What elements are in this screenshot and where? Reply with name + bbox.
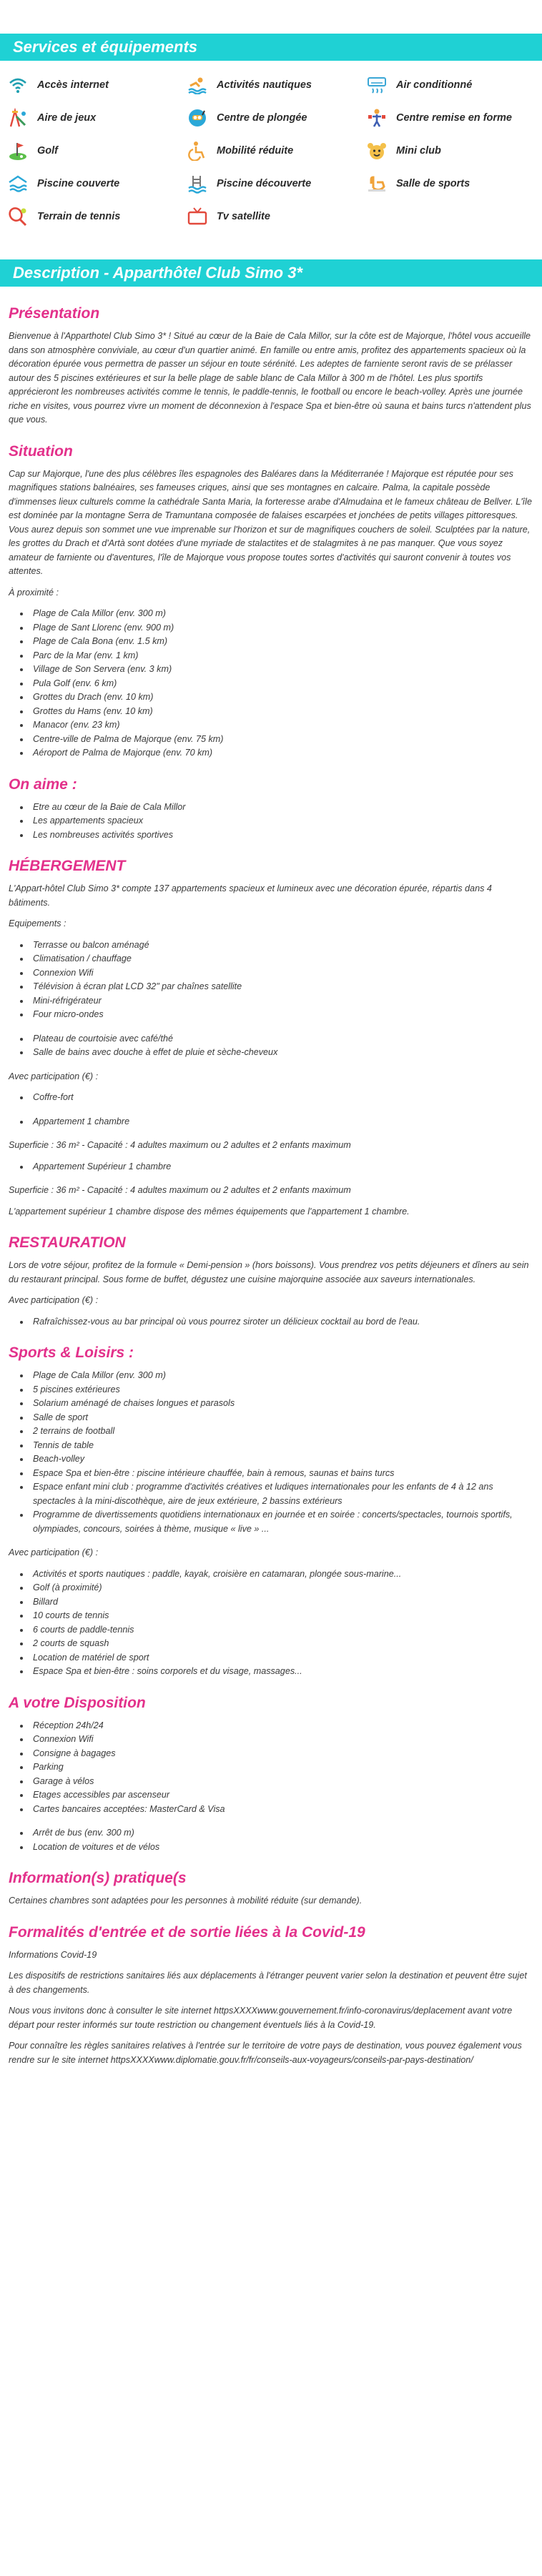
- sports-paid-list: [9, 1567, 533, 1679]
- covid-paragraph-1: Les dispositifs de restrictions sanitaires liés aux déplacements à l'étranger peuvent varier selon la destination et peuvent être sujet à des changements.: [9, 1971, 527, 1995]
- list-item: • Plage de Cala Bona (env. 1.5 km): [30, 635, 533, 649]
- covid-heading: Formalités d'entrée et de sortie liées à la Covid-19: [9, 1923, 365, 1941]
- list-item: • Rafraîchissez-vous au bar principal où vous pourrez siroter un délicieux cocktail au bord de l'eau.: [30, 1315, 533, 1329]
- apartment-2-note: L'appartement supérieur 1 chambre dispose des mêmes équipements que l'appartement 1 chambre.: [9, 1206, 410, 1217]
- situation-text: Cap sur Majorque, l'une des plus célèbres îles espagnoles des Baléares dans la Méditerranée ! Majorque est réputée pour ses magnifiques stations balnéaires, ses fameuses criques, ainsi que ses montagnes en calcaire. Palma, la capitale possède d'immenses lieux culturels comme la cathédrale Santa Maria, la forteresse arabe d'Almudaina et le fameux château de Bellver. L'île est dominée par la montagne Serra de Tramuntana composée de falaises escarpées et jonchées de petits villages pittoresques. Vous aurez depuis son sommet une vue imprenable sur l'horizon et sur de magnifiques couchers de soleil. Sculptées par la nature, les grottes du Drach et d'Artà sont dotées d'une myriade de stalactites et de stalagmites à ne pas manquer. Que vous soyez amateur de farniente ou d'aventures, l'île de Majorque vous propose toutes sortes d'activités qui sauront convenir à toutes vos attentes.: [9, 468, 532, 576]
- outdoor-pool-icon: [187, 173, 208, 194]
- list-item: • Programme de divertissements quotidiens internationaux en journée et en soirée : concerts/spectacles, tournois sportifs, olympiades, concours, soirées à thème, musique « live » ...: [30, 1508, 533, 1536]
- apartment-2-list: [9, 1160, 533, 1174]
- list-item: • Espace Spa et bien-être : soins corporels et du visage, massages...: [30, 1665, 533, 1679]
- service-label: Tv satellite: [217, 211, 270, 222]
- service-label: Centre de plongée: [217, 112, 307, 124]
- sports-hall-icon: [366, 173, 388, 194]
- service-label: Terrain de tennis: [37, 211, 121, 222]
- restaurant-text: Lors de votre séjour, profitez de la formule « Demi-pension » (hors boissons). Vous prendrez vos petits déjeuners et dîners au sein du restaurant principal. Sous forme de buffet, dégustez une cuisine majorquine associée aux saveurs internationales.: [9, 1260, 529, 1284]
- service-item: [7, 205, 187, 228]
- list-item: • Manacor (env. 23 km): [30, 718, 533, 733]
- service-label: Piscine couverte: [37, 178, 120, 189]
- mini-club-icon: [366, 140, 388, 162]
- list-item: • Salle de bains avec douche à effet de pluie et sèche-cheveux: [30, 1046, 533, 1060]
- equipments-list-2: [9, 1032, 533, 1060]
- service-item: [7, 106, 187, 129]
- service-item: [187, 172, 366, 195]
- list-item: • Grottes du Drach (env. 10 km): [30, 690, 533, 705]
- love-list: [9, 801, 533, 843]
- golf-icon: [7, 140, 29, 162]
- apartment-1-list: [9, 1115, 533, 1129]
- sports-paid-label: Avec participation (€) :: [9, 1547, 99, 1557]
- disposal-list: [9, 1719, 533, 1817]
- list-item: • Climatisation / chauffage: [30, 952, 533, 966]
- lodging-paid-label: Avec participation (€) :: [9, 1071, 99, 1081]
- list-item: • Parking: [30, 1760, 533, 1775]
- list-item: • Plage de Cala Millor (env. 300 m): [30, 1369, 533, 1383]
- description-title: Description - Apparthôtel Club Simo 3*: [0, 259, 542, 287]
- service-item: [7, 139, 187, 162]
- service-label: Accès internet: [37, 79, 109, 91]
- apartment-2-spec: Superficie : 36 m² - Capacité : 4 adultes maximum ou 2 adultes et 2 enfants maximum: [9, 1185, 351, 1195]
- service-item: [187, 205, 366, 228]
- list-item: • Connexion Wifi: [30, 966, 533, 981]
- list-item: • Plateau de courtoisie avec café/thé: [30, 1032, 533, 1046]
- equipments-label: Equipements :: [9, 918, 66, 928]
- list-item: • Réception 24h/24: [30, 1719, 533, 1733]
- covid-subtitle: Informations Covid-19: [9, 1949, 97, 1960]
- restaurant-paid-list: [9, 1315, 533, 1329]
- restaurant-paid-label: Avec participation (€) :: [9, 1295, 99, 1305]
- lodging-paid-list: [9, 1091, 533, 1105]
- service-item: [366, 106, 538, 129]
- service-label: Activités nautiques: [217, 79, 312, 91]
- list-item: • Arrêt de bus (env. 300 m): [30, 1826, 533, 1841]
- lodging-intro: L'Appart-hôtel Club Simo 3* compte 137 appartements spacieux et lumineux avec une décoration épurée, répartis dans 4 bâtiments.: [9, 883, 492, 908]
- list-item: • Centre-ville de Palma de Majorque (env. 75 km): [30, 733, 533, 747]
- service-item: [187, 74, 366, 96]
- situation-heading: Situation: [9, 442, 73, 460]
- indoor-pool-icon: [7, 173, 29, 194]
- list-item: • Cartes bancaires acceptées: MasterCard & Visa: [30, 1803, 533, 1817]
- swimmer-icon: [187, 74, 208, 96]
- love-heading: On aime :: [9, 776, 77, 793]
- list-item: • 10 courts de tennis: [30, 1609, 533, 1623]
- list-item: • Les appartements spacieux: [30, 814, 533, 828]
- list-item: • Mini-réfrigérateur: [30, 994, 533, 1009]
- list-item: • Salle de sport: [30, 1411, 533, 1425]
- tennis-icon: [7, 206, 29, 227]
- service-label: Piscine découverte: [217, 178, 312, 189]
- list-item: • Grottes du Hams (env. 10 km): [30, 705, 533, 719]
- service-item: [7, 74, 187, 96]
- list-item: • Golf (à proximité): [30, 1581, 533, 1595]
- list-item: • Plage de Cala Millor (env. 300 m): [30, 607, 533, 621]
- presentation-heading: Présentation: [9, 305, 100, 322]
- service-label: Mobilité réduite: [217, 145, 294, 157]
- list-item: • Location de matériel de sport: [30, 1651, 533, 1665]
- service-item: [7, 172, 187, 195]
- covid-paragraph-3: Pour connaître les règles sanitaires relatives à l'entrée sur le territoire de votre pays de destination, vous pouvez également vous rendre sur le site internet httpsXXXXwww.diplomatie.gouv.fr/fr/conseils-aux-voyageurs/conseils-par-pays-destination/: [9, 2041, 522, 2065]
- service-label: Aire de jeux: [37, 112, 97, 124]
- service-item: [366, 74, 538, 96]
- list-item: • 2 courts de squash: [30, 1637, 533, 1651]
- proximity-list: [9, 607, 533, 761]
- practical-text: Certaines chambres sont adaptées pour les personnes à mobilité réduite (sur demande).: [9, 1896, 363, 1906]
- list-item: • Les nombreuses activités sportives: [30, 828, 533, 843]
- practical-heading: Information(s) pratique(s: [9, 1870, 187, 1886]
- list-item: • Four micro-ondes: [30, 1008, 533, 1022]
- list-item: • Billard: [30, 1595, 533, 1610]
- apartment-1-spec: Superficie : 36 m² - Capacité : 4 adultes maximum ou 2 adultes et 2 enfants maximum: [9, 1140, 351, 1150]
- list-item: • Activités et sports nautiques : paddle, kayak, croisière en catamaran, plongée sous-marine...: [30, 1567, 533, 1582]
- list-item: • 5 piscines extérieures: [30, 1383, 533, 1397]
- list-item: • Aéroport de Palma de Majorque (env. 70 km): [30, 746, 533, 761]
- sports-list: [9, 1369, 533, 1536]
- list-item: • Plage de Sant Llorenc (env. 900 m): [30, 621, 533, 635]
- service-item: [187, 139, 366, 162]
- list-item: • Etre au cœur de la Baie de Cala Millor: [30, 801, 533, 815]
- list-item: • Consigne à bagages: [30, 1747, 533, 1761]
- list-item: • Beach-volley: [30, 1452, 533, 1467]
- list-item: • Tennis de table: [30, 1439, 533, 1453]
- wifi-icon: [7, 74, 29, 96]
- list-item: • Espace enfant mini club : programme d'activités créatives et ludiques internationales pour les enfants de 4 à 12 ans spectacles à la mini-discothèque, aire de jeux extérieure, 2 bassins extérieurs: [30, 1480, 533, 1508]
- service-item: [187, 106, 366, 129]
- list-item: • Solarium aménagé de chaises longues et parasols: [30, 1397, 533, 1411]
- list-item: • Village de Son Servera (env. 3 km): [30, 663, 533, 677]
- list-item: • Appartement Supérieur 1 chambre: [30, 1160, 533, 1174]
- restaurant-heading: RESTAURATION: [9, 1234, 126, 1251]
- lodging-heading: HÉBERGEMENT: [9, 858, 126, 874]
- air-conditioner-icon: [366, 74, 388, 96]
- list-item: • Espace Spa et bien-être : piscine intérieure chauffée, bain à remous, saunas et bains turcs: [30, 1467, 533, 1481]
- covid-paragraph-2: Nous vous invitons donc à consulter le site internet httpsXXXXwww.gouvernement.fr/info-coronavirus/deplacement avant votre départ pour rester informés sur toute restriction ou changement éventuels liés à la Covid-19.: [9, 2006, 513, 2030]
- service-item: [366, 172, 538, 195]
- list-item: • Parc de la Mar (env. 1 km): [30, 649, 533, 663]
- service-label: Mini club: [396, 145, 441, 157]
- presentation-text: Bienvenue à l'Apparthotel Club Simo 3* ! Situé au cœur de la Baie de Cala Millor, sur la côte est de Majorque, l'hôtel vous accueille dans son atmosphère conviviale, au cœur d'un quartier animé. En famille ou entre amis, profitez des appartements spacieux où la décoration épurée vous permettra de passer un séjour en toute sérénité. Les adeptes de farniente seront ravis de se prélasser autour des 5 piscines extérieures et sur la belle plage de sable blanc de Cala Millor à 300 m de l'hôtel. Les plus sportifs apprécieront les nombreuses activités comme le tennis, le paddle-tennis, le football ou encore le beach-volley. Après une journée riche en visites, vous pourrez vivre un moment de déconnexion à l'espace Spa et bien-être où sauna et bains turcs n'attendent plus que vous.: [9, 331, 531, 425]
- page: [0, 34, 542, 2067]
- list-item: • Télévision à écran plat LCD 32" par chaînes satellite: [30, 980, 533, 994]
- service-label: Salle de sports: [396, 178, 470, 189]
- diving-icon: [187, 107, 208, 129]
- disposal-list-2: [9, 1826, 533, 1854]
- list-item: • Connexion Wifi: [30, 1733, 533, 1747]
- disposal-heading: A votre Disposition: [9, 1694, 146, 1711]
- list-item: • Terrasse ou balcon aménagé: [30, 938, 533, 953]
- list-item: • Garage à vélos: [30, 1775, 533, 1789]
- equipments-list: [9, 938, 533, 1022]
- list-item: • Pula Golf (env. 6 km): [30, 677, 533, 691]
- proximity-label: À proximité :: [9, 587, 59, 598]
- service-label: Golf: [37, 145, 58, 157]
- services-grid: [0, 61, 542, 228]
- wheelchair-icon: [187, 140, 208, 162]
- list-item: • 2 terrains de football: [30, 1425, 533, 1439]
- service-label: Air conditionné: [396, 79, 473, 91]
- services-title: Services et équipements: [0, 34, 542, 61]
- list-item: • Coffre-fort: [30, 1091, 533, 1105]
- list-item: • Etages accessibles par ascenseur: [30, 1788, 533, 1803]
- fitness-icon: [366, 107, 388, 129]
- service-label: Centre remise en forme: [396, 112, 512, 124]
- list-item: • Appartement 1 chambre: [30, 1115, 533, 1129]
- list-item: • 6 courts de paddle-tennis: [30, 1623, 533, 1638]
- list-item: • Location de voitures et de vélos: [30, 1841, 533, 1855]
- tv-icon: [187, 206, 208, 227]
- service-item: [366, 139, 538, 162]
- sports-heading: Sports & Loisirs :: [9, 1344, 134, 1361]
- playground-icon: [7, 107, 29, 129]
- description-content: [0, 305, 542, 2067]
